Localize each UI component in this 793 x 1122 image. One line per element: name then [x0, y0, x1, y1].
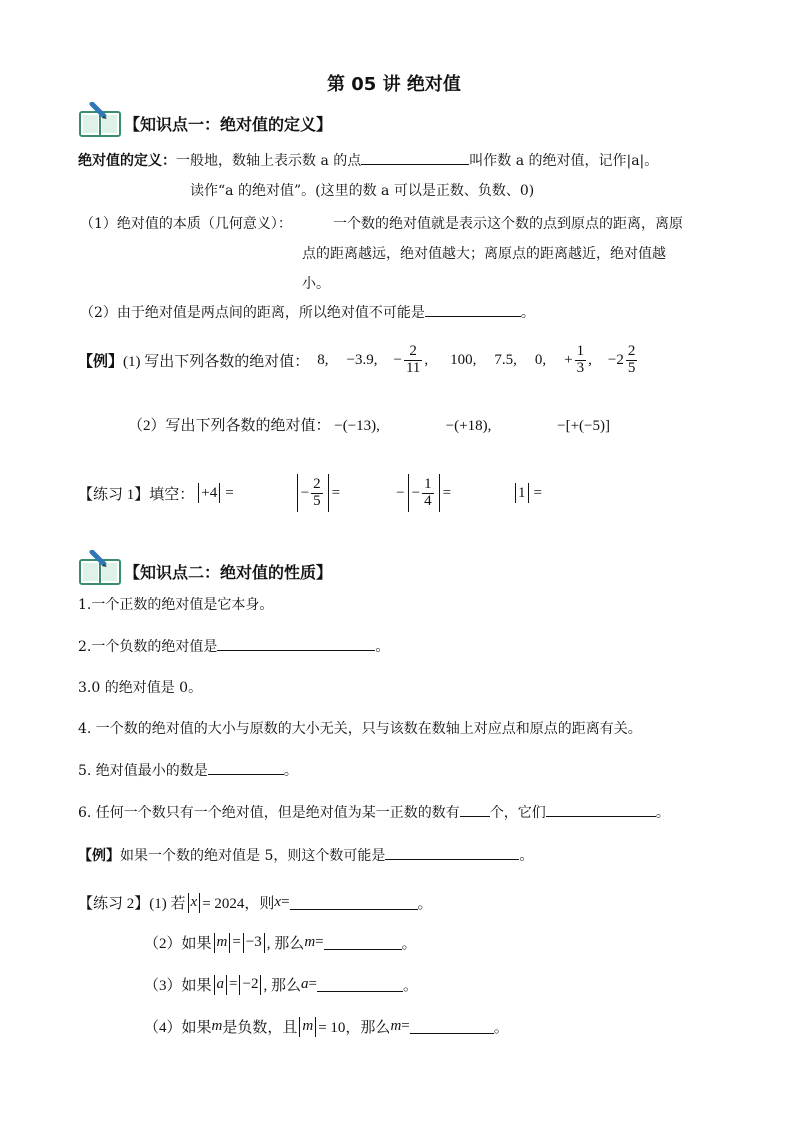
- example1-frac-sign: −2: [607, 351, 624, 368]
- item1-line-1: 一个数的绝对值就是表示这个数的点到原点的距离，离原: [333, 216, 683, 232]
- item2-end: 。: [520, 305, 535, 321]
- example-label: 【例】: [78, 351, 124, 370]
- example1-frac-sign: +: [564, 351, 573, 368]
- property-6: [78, 802, 670, 822]
- practice1-line: [78, 474, 542, 512]
- property-5: [78, 760, 298, 780]
- practice2-text: （3）如果: [144, 978, 212, 994]
- property-6-blank-2[interactable]: [546, 802, 656, 817]
- property-2-blank[interactable]: [217, 636, 375, 651]
- minus: −: [300, 484, 310, 501]
- example2-line: [128, 414, 610, 435]
- abs-bar: [214, 975, 215, 995]
- var-m: m: [304, 934, 316, 950]
- section-heading-2: 【知识点二：绝对值的性质】: [124, 563, 333, 582]
- example1-num: 8,: [317, 351, 329, 368]
- practice2-text: (1) 若: [149, 896, 186, 912]
- abs-bar: [297, 474, 298, 512]
- example-3-blank[interactable]: [385, 845, 519, 860]
- item1-label: （1）绝对值的本质（几何意义）：: [80, 216, 292, 232]
- abs-bar: [439, 474, 440, 512]
- abs-bar: [198, 483, 199, 503]
- example1-fraction: $\frac{1}{3}$: [576, 343, 585, 376]
- var-a: a: [300, 976, 309, 992]
- abs-bar: [299, 1017, 300, 1037]
- abs-bar: [219, 483, 220, 503]
- abs-bar: [226, 975, 227, 995]
- abs-bar: [408, 474, 409, 512]
- item2-line: [80, 302, 535, 322]
- example1-frac-sign: −: [393, 351, 402, 368]
- property-2: [78, 636, 389, 656]
- definition-text-a: 一般地，数轴上表示数 a 的点: [176, 153, 362, 169]
- practice2-text: （4）如果: [144, 1020, 212, 1036]
- abs-bar: [264, 933, 265, 953]
- abs-bar: [239, 975, 240, 995]
- equals: =: [281, 894, 290, 910]
- practice2-line-4: [144, 1016, 509, 1037]
- property-1: 1.一个正数的绝对值是它本身。: [78, 597, 274, 613]
- property-6-blank-1[interactable]: [460, 802, 490, 817]
- equals: =: [232, 934, 241, 950]
- practice2-text: = 10，那么: [318, 1020, 391, 1036]
- equals: =: [331, 484, 341, 501]
- equals: =: [401, 1018, 410, 1034]
- practice2-blank-1[interactable]: [290, 895, 418, 910]
- property-5-text: 5. 绝对值最小的数是: [78, 763, 208, 779]
- abs-bar: [528, 483, 529, 503]
- book-pencil-icon: [78, 550, 124, 586]
- definition-line-2: 读作“a 的绝对值”。(这里的数 a 可以是正数、负数、0): [190, 183, 535, 199]
- period: 。: [493, 1020, 509, 1036]
- equals: =: [229, 976, 238, 992]
- example1-num: 7.5,: [494, 351, 517, 368]
- equals: =: [442, 484, 452, 501]
- practice1-expr: 1: [518, 484, 526, 501]
- example1-line: [78, 344, 639, 377]
- item2-text: （2）由于绝对值是两点间的距离，所以绝对值不可能是: [80, 305, 425, 321]
- equals: =: [315, 934, 324, 950]
- property-5-blank[interactable]: [208, 760, 284, 775]
- practice1-label: 【练习 1】填空：: [78, 486, 195, 503]
- example-3-line: [78, 845, 533, 865]
- abs-bar: [199, 893, 200, 913]
- period: 。: [402, 978, 418, 994]
- period: 。: [417, 896, 433, 912]
- abs-bar: [315, 1017, 316, 1037]
- practice2-blank-3[interactable]: [317, 977, 403, 992]
- definition-line: [78, 150, 658, 170]
- comma: ,: [588, 351, 592, 368]
- practice2-label: 【练习 2】: [78, 896, 150, 912]
- example-3-end: 。: [519, 848, 534, 864]
- abs-bar: [328, 474, 329, 512]
- abs-bar: [243, 933, 244, 953]
- minus: −: [396, 484, 405, 501]
- practice2-line-2: [144, 932, 417, 953]
- abs-bar: [515, 483, 516, 503]
- example1-num: 0,: [534, 351, 547, 368]
- abs-bar: [188, 893, 189, 913]
- example1-num: 100,: [450, 351, 477, 368]
- example2-item: −(−13),: [334, 418, 380, 434]
- item2-blank[interactable]: [425, 302, 521, 317]
- definition-text-b: 叫作数 a 的绝对值，记作|a|。: [469, 153, 659, 169]
- property-3: 3.0 的绝对值是 0。: [78, 680, 203, 696]
- section-heading-1: 【知识点一：绝对值的定义】: [124, 115, 333, 134]
- practice2-text: 是负数，且: [222, 1020, 298, 1036]
- abs-bar: [260, 975, 261, 995]
- abs-bar: [229, 933, 230, 953]
- var-x: x: [274, 894, 282, 910]
- property-4: 4. 一个数的绝对值的大小与原数的大小无关，只与该数在数轴上对应点和原点的距离有关。: [78, 721, 642, 737]
- practice2-text: = 2024，则: [202, 896, 275, 912]
- equals: =: [533, 484, 543, 501]
- value: −3: [245, 934, 262, 950]
- equals: =: [225, 484, 234, 501]
- example1-text: (1) 写出下列各数的绝对值：: [123, 353, 310, 370]
- practice1-expr: +4: [201, 484, 218, 501]
- example1-fraction: $\frac{2}{5}$: [627, 343, 636, 376]
- practice2-text: （2）如果: [144, 936, 212, 952]
- property-6-text-a: 6. 任何一个数只有一个绝对值，但是绝对值为某一正数的数有: [78, 805, 460, 821]
- practice1-fraction: $\frac{2}{5}$: [313, 475, 321, 509]
- practice2-text: , 那么: [266, 936, 305, 952]
- value: −2: [242, 976, 259, 992]
- practice2-blank-2[interactable]: [324, 935, 402, 950]
- page-title: 第 05 讲 绝对值: [327, 74, 461, 95]
- practice2-line-3: [144, 974, 418, 995]
- book-pencil-icon: [78, 102, 124, 138]
- var-m: m: [302, 1018, 314, 1034]
- property-6-text-b: 个，它们: [489, 805, 546, 821]
- practice2-text: , 那么: [263, 978, 301, 994]
- property-6-end: 。: [655, 805, 670, 821]
- item1-line-2: 点的距离越远，绝对值越大；离原点的距离越近，绝对值越: [302, 246, 666, 262]
- property-2-text: 2.一个负数的绝对值是: [78, 639, 218, 655]
- item1-line-3: 小。: [302, 276, 330, 292]
- practice2-line-1: [78, 892, 433, 913]
- practice2-blank-4[interactable]: [410, 1019, 494, 1034]
- abs-bar: [214, 933, 215, 953]
- equals: =: [308, 976, 317, 992]
- practice1-fraction: $\frac{1}{4}$: [424, 475, 432, 509]
- example2-item: −(+18),: [445, 418, 492, 434]
- example-label: 【例】: [78, 848, 120, 864]
- example1-num: −3.9,: [346, 351, 378, 368]
- definition-label: 绝对值的定义：: [78, 153, 176, 169]
- comma: ,: [424, 351, 429, 368]
- property-5-end: 。: [283, 763, 298, 779]
- var-a: a: [216, 976, 225, 992]
- definition-blank[interactable]: [361, 150, 469, 165]
- var-m: m: [211, 1018, 223, 1034]
- example-3-text: 如果一个数的绝对值是 5，则这个数可能是: [120, 848, 386, 864]
- var-m: m: [390, 1018, 402, 1034]
- var-m: m: [216, 934, 228, 950]
- property-2-end: 。: [375, 639, 390, 655]
- minus: −: [411, 484, 421, 501]
- example2-text: （2）写出下列各数的绝对值：: [128, 418, 331, 434]
- example2-item: −[+(−5)]: [557, 418, 610, 434]
- example1-fraction: $\frac{2}{11}$: [405, 343, 421, 376]
- period: 。: [401, 936, 417, 952]
- var-x: x: [190, 894, 198, 910]
